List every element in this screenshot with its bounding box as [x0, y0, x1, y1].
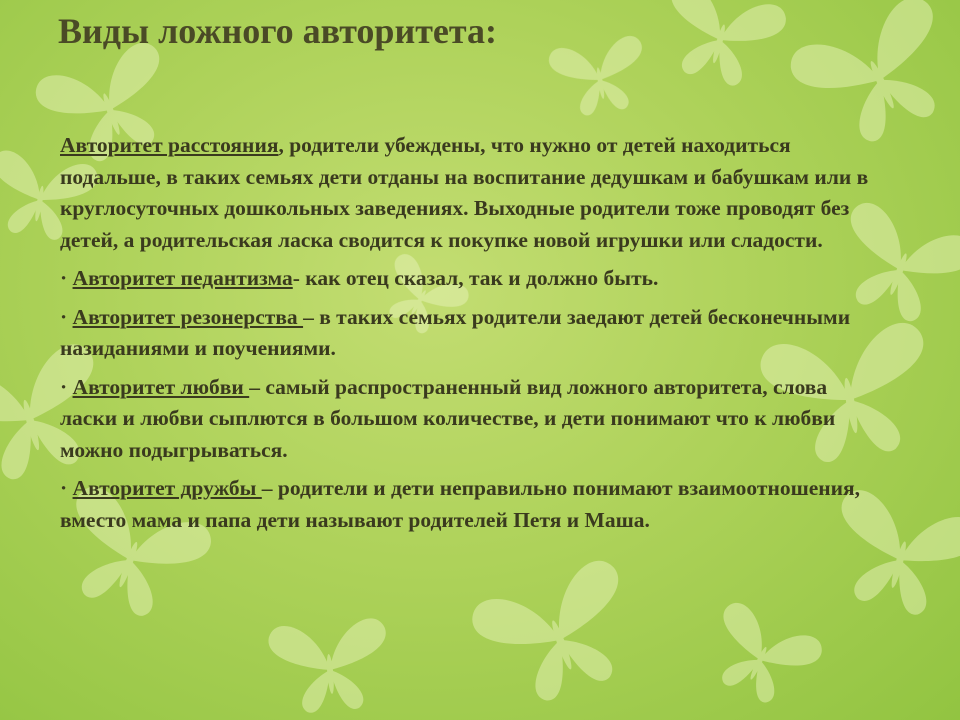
paragraph-text: – родители и дети неправильно понимают взаимоотношения, вместо мама и папа дети называют родителей Петя и Маша.: [60, 476, 861, 532]
paragraph-authority-distance: [60, 130, 880, 256]
bullet: ·: [60, 374, 73, 399]
term-authority-love: Авторитет любви: [72, 374, 250, 399]
paragraph-authority-friendship: [60, 473, 880, 536]
term-authority-distance: Авторитет расстояния: [60, 133, 279, 157]
paragraph-text: – в таких семьях родители заедают детей бесконечными назиданиями и поучениями.: [60, 304, 851, 360]
slide-title: Виды ложного авторитета:: [58, 11, 497, 51]
term-authority-friendship: Авторитет дружбы: [72, 476, 262, 500]
bullet: ·: [60, 476, 73, 500]
paragraph-authority-pedantry: [60, 263, 880, 295]
paragraph-authority-moralizing: [60, 302, 880, 365]
paragraph-text: - как отец сказал, так и должно быть.: [292, 266, 659, 290]
bullet: ·: [60, 266, 73, 290]
paragraph-text: – самый распространенный вид ложного авторитета, слова ласки и любви сыплются в большом количестве, и дети понимают что к любви можно подыгрываться.: [60, 374, 836, 462]
paragraph-authority-love: [60, 372, 880, 467]
slide-body: [60, 130, 880, 543]
term-authority-moralizing: Авторитет резонерства: [72, 304, 304, 329]
term-authority-pedantry: Авторитет педантизма: [72, 266, 293, 290]
paragraph-text: , родители убеждены, что нужно от детей находиться подальше, в таких семьях дети отданы на воспитание дедушкам и бабушкам или в круглосуточных дошкольных заведениях. Выходные родители тоже проводят без детей, а родительская ласка сводится к покупке новой игрушки или сладости.: [60, 133, 869, 252]
bullet: ·: [60, 304, 73, 329]
